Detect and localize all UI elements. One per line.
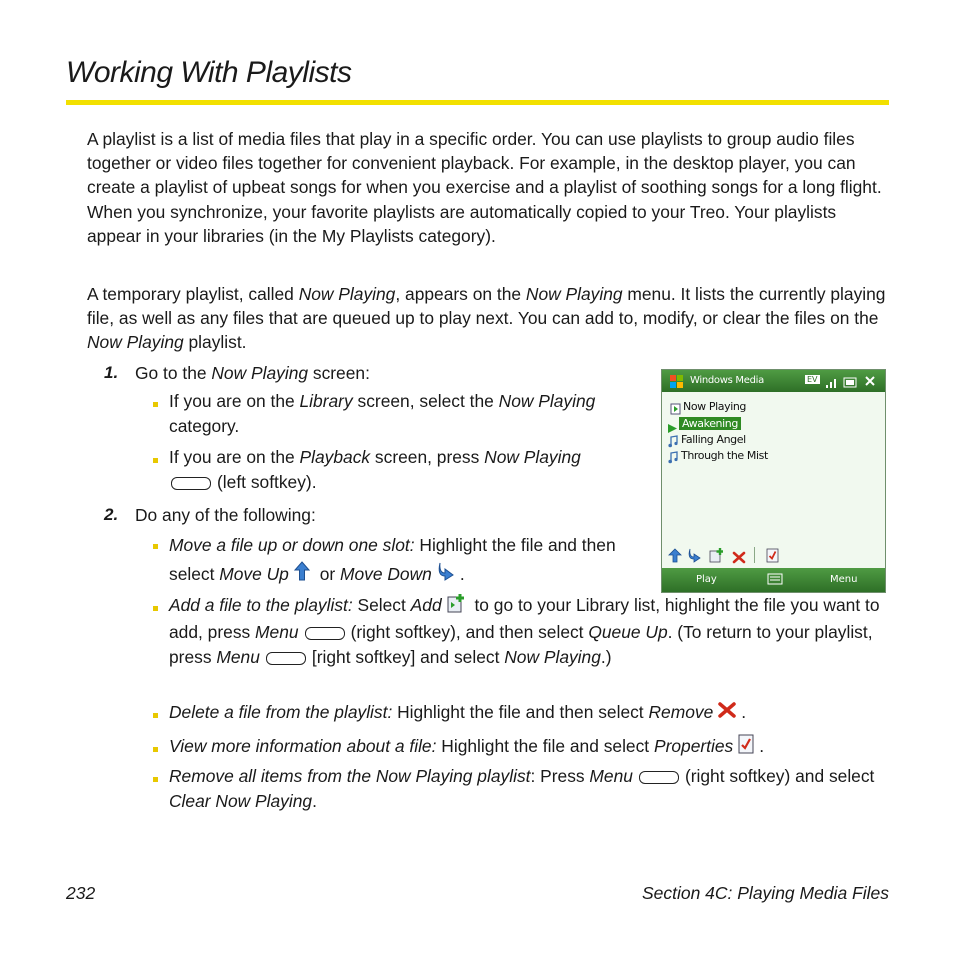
step-number: 2.: [104, 505, 119, 524]
bullet-clear: Remove all items from the Now Playing playlist: Press Menu (right softkey) and select Clear Now Playing.: [169, 766, 875, 811]
bullet-playback: If you are on the Playback screen, press Now Playing (left softkey).: [169, 447, 581, 492]
bullet-properties: View more information about a file: Highlight the file and select Properties .: [169, 734, 884, 761]
step-text: Go to the Now Playing screen:: [135, 363, 370, 383]
windows-logo-icon: [670, 374, 684, 393]
title-rule: [66, 100, 889, 105]
move-down-icon: [436, 561, 456, 590]
move-down-icon: [687, 548, 701, 567]
bullet-marker: [153, 777, 158, 782]
phone-list-item: Now Playing: [683, 400, 747, 413]
bullet-marker: [153, 713, 158, 718]
softkey-icon: [639, 771, 679, 784]
intro-paragraph: A playlist is a list of media files that play in a specific order. You can use playlists to group audio files together or video files together for convenient playback. For example, in the desktop player, you can create a playlist of upbeat songs for when you exercise and a playlist of soothing songs for a long flight. When you synchronize, your favorite playlists are automatically copied to your Treo. Your playlists appear in your libraries (in the My Playlists category).: [87, 129, 882, 246]
close-icon: [863, 373, 877, 392]
bullet-move: Move a file up or down one slot: Highlight the file and then select Move Up or Move Down .: [169, 531, 649, 590]
phone-list-item: Through the Mist: [681, 449, 768, 462]
add-icon: [446, 593, 466, 620]
bullet-marker: [153, 402, 158, 407]
keyboard-icon: [767, 573, 783, 588]
phone-toolbar: [662, 545, 885, 567]
phone-title-bar: [662, 370, 885, 392]
phone-list-item: Falling Angel: [681, 433, 746, 446]
phone-softkey-bar: [662, 568, 885, 592]
signal-icon: [825, 374, 839, 393]
page-number: 232: [66, 883, 96, 903]
move-up-icon: [668, 548, 682, 567]
bullet-marker: [153, 544, 158, 549]
bullet-marker: [153, 458, 158, 463]
remove-icon: [732, 549, 746, 568]
phone-list-item-selected: Awakening: [679, 417, 741, 430]
softkey-icon: [305, 627, 345, 640]
left-softkey: Play: [696, 574, 717, 585]
remove-icon: [717, 701, 737, 726]
music-note-icon: [668, 449, 678, 468]
step-text: Do any of the following:: [135, 505, 316, 525]
bullet-marker: [153, 606, 158, 611]
step-number: 1.: [104, 363, 119, 382]
battery-icon: [843, 374, 857, 393]
ev-status: EV: [807, 375, 818, 384]
right-softkey: Menu: [830, 574, 858, 585]
phone-app-title: Windows Media: [690, 375, 764, 386]
toolbar-divider: [754, 547, 755, 563]
add-icon: [709, 548, 723, 567]
bullet-library: If you are on the Library screen, select the Now Playing category.: [169, 391, 596, 436]
bullet-add: Add a file to the playlist: Select Add to go to your Library list, highlight the file you want to add, press Menu (right softkey), and then select Queue Up. (To return to your playlist, press Menu [right softkey] and select Now Playing.): [169, 593, 884, 670]
section-footer: Section 4C: Playing Media Files: [641, 883, 889, 903]
bullet-marker: [153, 747, 158, 752]
softkey-icon: [171, 477, 211, 490]
move-up-icon: [293, 561, 311, 590]
now-playing-paragraph: A temporary playlist, called Now Playing, appears on the Now Playing menu. It lists the currently playing file, as well as any files that are queued up to play next. You can add to, modify, or clear the files on the Now Playing playlist.: [87, 284, 886, 353]
properties-icon: [766, 548, 779, 567]
softkey-icon: [266, 652, 306, 665]
page-title: Working With Playlists: [66, 56, 352, 89]
properties-icon: [737, 734, 755, 761]
bullet-remove: Delete a file from the playlist: Highlight the file and then select Remove .: [169, 700, 884, 726]
now-playing-screenshot: [661, 369, 886, 593]
